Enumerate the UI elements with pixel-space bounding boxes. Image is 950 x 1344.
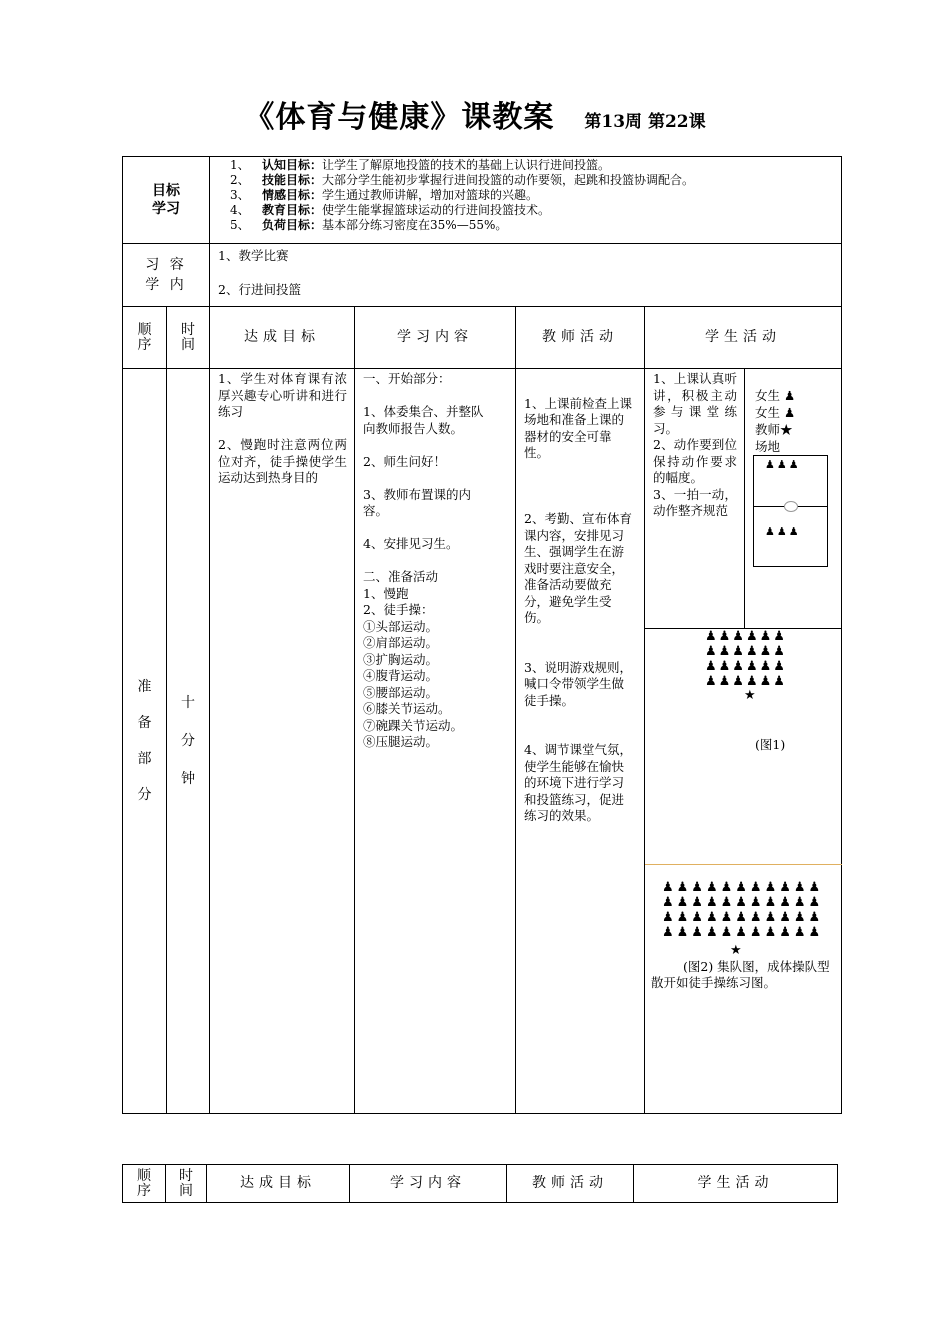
formation-2-row: ♟♟♟♟♟♟♟♟♟♟♟ <box>662 880 824 895</box>
goal-number: 2、 <box>230 173 250 187</box>
legend <box>755 387 795 455</box>
goal-name: 认知目标： <box>262 158 323 172</box>
goal-item <box>230 218 841 233</box>
court-diagram <box>753 455 828 567</box>
goal-name: 技能目标： <box>262 173 323 187</box>
header-teacher-2: 教师活动 <box>507 1165 634 1203</box>
goal-name: 教育目标： <box>262 203 323 217</box>
legend-girl-2: 女生 <box>755 405 781 420</box>
week-lesson-number: 第13周 第22课 <box>584 112 706 132</box>
prep-student <box>645 369 842 1114</box>
goal-item <box>230 203 841 218</box>
prep-study: 一、开始部分： 1、体委集合、并整队 向教师报告人数。 2、师生问好！ 3、教师布置课的内 容。 4、安排见习生。 二、准备活动 1、慢跑 2、徒手操： ①头部运动。 ②肩部运动。 ③扩胸运动。 ④腹背运动。 ⑤腰部运动。 ⑥膝关节运动。 ⑦碗踝关节运动。 ⑧压腿运动。 <box>355 369 516 1114</box>
formation-1-row: ♟♟♟♟♟♟ <box>705 644 787 659</box>
formation-1-row: ♟♟♟♟♟♟ <box>705 659 787 674</box>
page-title <box>0 92 950 136</box>
court-players-bottom: ♟♟♟ <box>765 525 801 538</box>
goal-text: 让学生了解原地投篮的技术的基础上认识行进间投篮。 <box>322 158 611 172</box>
legend-field: 场地 <box>755 439 781 454</box>
goal-text: 大部分学生能初步掌握行进间投篮的动作要领，起跳和投篮协调配合。 <box>322 173 695 187</box>
header-goal-2: 达成目标 <box>207 1165 350 1203</box>
content-label <box>123 244 210 307</box>
goal-item <box>230 188 841 203</box>
fig1-caption: (图1) <box>755 737 786 752</box>
header-teacher: 教师活动 <box>516 307 645 369</box>
goal-number: 1、 <box>230 158 250 172</box>
teacher-star-icon: ★ <box>744 688 756 703</box>
content-list <box>210 244 842 307</box>
header-student-2: 学生活动 <box>634 1165 838 1203</box>
header-study: 学习内容 <box>355 307 516 369</box>
prep-goal: 1、学生对体育课有浓厚兴趣专心听讲和进行练习 2、慢跑时注意两位两位对齐，徒手操使学生运动达到热身目的 <box>210 369 355 1114</box>
goal-text: 使学生能掌握篮球运动的行进间投篮技术。 <box>322 203 551 217</box>
inner-divider-vertical <box>744 369 745 628</box>
inner-divider-orange <box>645 864 842 865</box>
formation-2-row: ♟♟♟♟♟♟♟♟♟♟♟ <box>662 910 824 925</box>
goals-label <box>123 157 210 244</box>
goal-text: 基本部分练习密度在35%—55%。 <box>322 218 508 232</box>
header-student: 学生活动 <box>645 307 842 369</box>
goal-text: 学生通过教师讲解，增加对篮球的兴趣。 <box>322 188 539 202</box>
content-item-2: 2、行进间投篮 <box>218 282 301 297</box>
goals-list <box>210 157 842 244</box>
formation-2-row: ♟♟♟♟♟♟♟♟♟♟♟ <box>662 895 824 910</box>
header-order-2: 顺序 <box>123 1165 166 1203</box>
prep-student-text: 1、上课认真听讲，积极主动参与课堂练习。 2、动作要到位保持动作要求的幅度。 3、一拍一动，动作整齐规范 <box>653 371 737 518</box>
girl-figure-icon: ♟ <box>780 388 796 403</box>
goal-name: 情感目标： <box>262 188 323 202</box>
goal-item <box>230 173 841 188</box>
lesson-plan-table <box>122 156 842 1114</box>
goals-label-line1: 目标 <box>152 183 180 199</box>
formation-1 <box>705 629 787 689</box>
content-label-line1: 习 容 <box>145 257 187 273</box>
teacher-star-icon: ★ <box>730 943 742 958</box>
goal-name: 负荷目标： <box>262 218 323 232</box>
goal-number: 5、 <box>230 218 250 232</box>
goals-label-line2: 学习 <box>152 201 180 217</box>
header-time-2: 时间 <box>166 1165 207 1203</box>
header-time: 时间 <box>167 307 210 369</box>
court-center-circle <box>784 501 798 512</box>
goal-item <box>230 158 841 173</box>
formation-2 <box>662 880 823 940</box>
goal-number: 4、 <box>230 203 250 217</box>
legend-teacher: 教师★ <box>755 422 793 437</box>
legend-girl-1: 女生 <box>755 388 781 403</box>
prep-teacher: 1、上课前检查上课场地和准备上课的器材的安全可靠性。 2、考勤、宣布体育课内容，安排见习生、强调学生在游戏时要注意安全，准备活动要做充分，避免学生受伤。 3、说明游戏规则，喊口令带领学生做徒手操。 4、调节课堂气氛，使学生能够在愉快的环境下进行学习和投篮练习，促进练习的效果。 <box>516 369 645 1114</box>
formation-1-row: ♟♟♟♟♟♟ <box>705 629 787 644</box>
content-label-line2: 学 内 <box>145 277 187 293</box>
header-goal: 达成目标 <box>210 307 355 369</box>
lesson-title: 《体育与健康》课教案 <box>244 100 555 135</box>
fig2-caption: (图2) 集队图，成体操队型散开如徒手操练习图。 <box>651 959 830 990</box>
court-players-top: ♟♟♟ <box>765 458 801 471</box>
content-item-1: 1、教学比赛 <box>218 248 289 263</box>
lesson-plan-table-continued <box>122 1164 838 1203</box>
prep-duration: 十分钟 <box>167 369 210 1114</box>
header-study-2: 学习内容 <box>350 1165 507 1203</box>
prep-section-label: 准备部分 <box>123 369 167 1114</box>
header-order: 顺序 <box>123 307 167 369</box>
formation-2-row: ♟♟♟♟♟♟♟♟♟♟♟ <box>662 925 824 940</box>
goal-number: 3、 <box>230 188 250 202</box>
girl-figure-icon: ♟ <box>780 405 796 420</box>
formation-1-row: ♟♟♟♟♟♟ <box>705 674 787 689</box>
